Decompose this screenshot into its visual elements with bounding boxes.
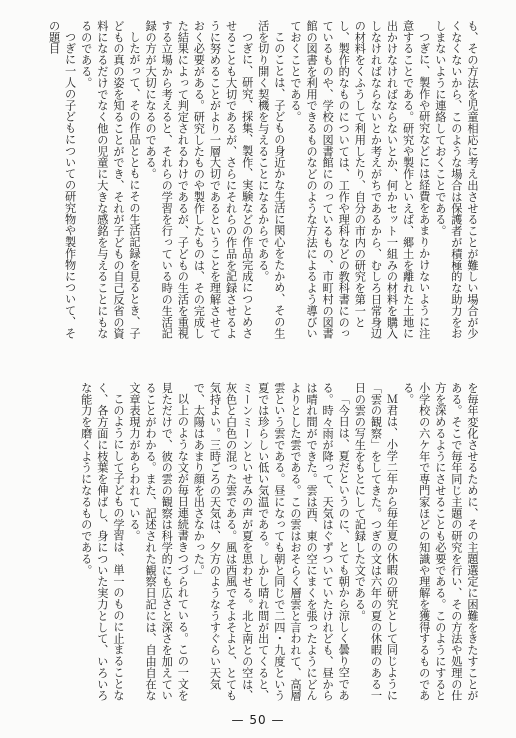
page-number: — 50 —	[231, 713, 285, 727]
paragraph: を毎年変化させるために、その主題選定に困難をきたすことがある。そこで毎年同じ主題の研究を行い、その方法や処理の仕方を深めるようにさせることも必要である。このようにすると小学校の六ケ年で専門家ほどの知識や理解を獲得するものである。	[401, 382, 479, 702]
paragraph: このことは、子どもの身近かな生活に関心をたかめ、その生活を切り開く契機を与えることになるからである。	[256, 20, 286, 339]
paragraph: したがって、その作品とともにその生活記録を見るとき、子どもの真の姿を知ることができ、それが子どもの自己反省の資料になるだけでなく他の児童に大きな感銘を与えることにもなるのである。	[79, 20, 142, 340]
paragraph: つぎに、研究、採集、製作、実験などの作品完成につとめさせることも大切であるが、さらにそれらの作品を記録させるように努めることがより一層大切であるということを理解させておく必要がある。研究したものや製作したものは、その完成した結果によって判定されるわけであるが、子どもの生活を重視する立場から考えると、それらの学習を行っている時の生活記録の方が大切になるのである。	[144, 20, 254, 340]
lower-text-block	[34, 382, 480, 702]
paragraph: 「今日は、夏だというのに、とても朝から涼しく曇り空である。時々雨が降って、天気はぐずついていたけれども、昼からは晴れ間ができた。雲は西、東の空にまくを張ったようにどんよりとした雲である。この雲はおそらく層雲と言われて、高層雲という雲である。昼になっても朝と同じで二四・九度という夏では珍らしい低い気温である。しかし晴れ間が出てくると、ミーンミーンといせみの声が夏を思わせる。北と南との空は、灰色と白色の混った雲である。風は西風でそよそよと、とても気持よい。三時ごろの天気は、夕方のようなうすぐらい天気で、太陽はあまり顔を出さなかった。」	[192, 382, 351, 702]
paragraph: Ｍ君は、小学二年から毎年夏の休暇の研究として同じように「雲の観察」をしてきた。つぎの文は六年の夏の休暇のある一日の雲の写生をもとにして記録した文である。	[353, 382, 399, 702]
paragraph: つぎに一人の子どもについての研究物や製作物について、その題目	[47, 20, 77, 339]
paragraph: も、その方法を児童相応に考え出させることが難しい場合が少くなくないから、このような場合は保護者が積極的な助力をおしまないように連絡しておくことである。	[433, 20, 479, 340]
paragraph: つぎに、製作や研究などには経費をあまりかけないように注意することである。研究や製作といえば、郷土を離れた土地に出かけなければならないとか、何かセット一組みの材料を購入しなければならないとか考えがちであるから、むしろ日常身辺の材料をくふうして利用したり、自分の市内の研究を第一とし、製作的なものについては、工作や理科などの教科書にのっているものや、学校の図書館にのっているもの、市町村の図書館の図書を利用できるものなどのような方法によるよう導びいておくことである。	[288, 20, 431, 340]
paragraph: このようにして子どもの学習は、単一のものに止まることなく、各方面に枝葉を伸ばし、身についた実力として、いろいろな能力を磨くようになるものである。	[79, 382, 125, 702]
paragraph: 以上のような文が毎日連続書きつづられている。この一文を見ただけで、彼の雲の観察は科学的にも広さと深さを加えていることがわかる。また、記述された観察日記には、自由自在な文章表現力があらわれている。	[128, 382, 190, 702]
upper-text-block	[34, 20, 480, 342]
